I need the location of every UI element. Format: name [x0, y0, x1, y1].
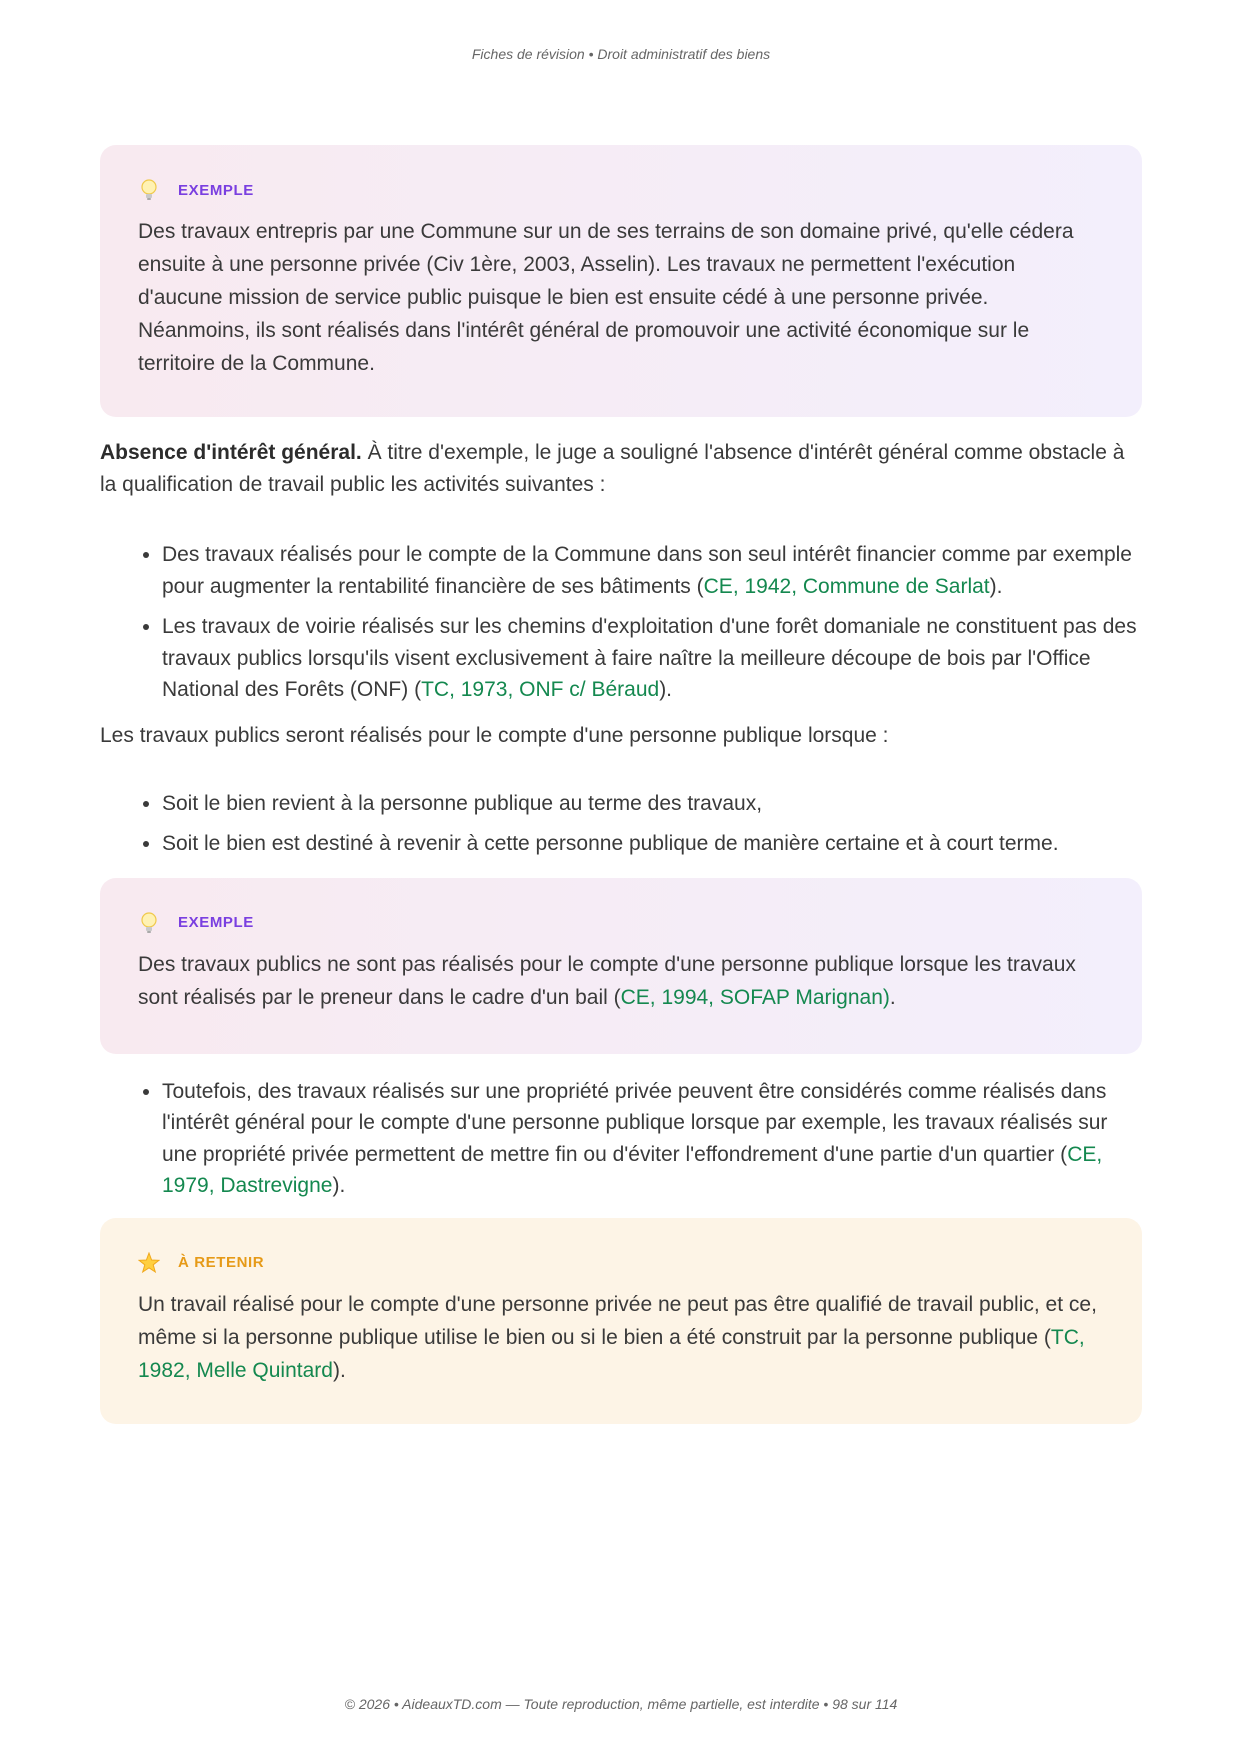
paragraph-lead: Absence d'intérêt général.	[100, 441, 362, 464]
example-callout	[100, 145, 1142, 417]
case-citation: CE, 1942, Commune de Sarlat	[703, 574, 990, 598]
callout-tag: EXEMPLE	[178, 914, 254, 931]
bullet-list	[100, 788, 1142, 860]
callout-tag: EXEMPLE	[178, 181, 254, 199]
compte-paragraph: Les travaux publics seront réalisés pour le compte d'une personne publique lorsque :	[100, 723, 889, 747]
callout-text-part: ).	[332, 1358, 346, 1382]
callout-header	[138, 1252, 1104, 1274]
callout-text-part: Un travail réalisé pour le compte d'une personne privée ne peut pas être qualifié de travail public, et ce, même si la personne publique utilise le bien ou si le bien a été construit par la personne publique (	[138, 1292, 1097, 1349]
case-citation: CE, 1994, SOFAP Marignan)	[620, 985, 890, 1009]
example-callout	[100, 878, 1142, 1054]
case-citation: CE, 1979, Dastrevigne	[162, 1142, 1103, 1197]
callout-tag: À RETENIR	[178, 1254, 265, 1271]
list-item-text: ).	[659, 678, 673, 701]
list-item: • Soit le bien est destiné à revenir à cette personne publique de manière certaine et à court terme.	[162, 828, 1142, 860]
list-item-text: Les travaux de voirie réalisés sur les chemins d'exploitation d'une forêt domaniale ne constituent pas des travaux publics lorsqu'ils visent exclusivement à faire naître la meilleure découpe de bois par l'Office National des Forêts (ONF) (	[162, 615, 1137, 701]
list-item-text: Des travaux réalisés pour le compte de la Commune dans son seul intérêt financier comme par exemple pour augmenter la rentabilité financière de ses bâtiments (	[162, 543, 1132, 598]
list-item	[162, 1076, 1142, 1202]
list-item-text: ).	[332, 1174, 346, 1197]
absence-paragraph	[100, 437, 1142, 501]
list-item-text: Toutefois, des travaux réalisés sur une propriété privée peuvent être considérés comme réalisés dans l'intérêt général pour le compte d'une personne publique lorsque par exemple, les travaux réalisés sur une propriété privée permettent de mettre fin ou d'éviter l'effondrement d'une partie d'un quartier (	[162, 1079, 1108, 1166]
list-item: • Soit le bien revient à la personne publique au terme des travaux,	[162, 788, 1142, 820]
callout-header	[138, 179, 1104, 201]
bullet-list	[100, 539, 1142, 706]
running-footer: © 2026 • AideauxTD.com — Toute reproduction, même partielle, est interdite • 98 sur 114	[344, 1696, 898, 1712]
lightbulb-icon	[138, 179, 160, 201]
list-item-text: ).	[989, 574, 1003, 598]
callout-text-part: .	[889, 985, 896, 1009]
callout-header	[138, 912, 1104, 934]
callout-text: Des travaux entrepris par une Commune sur un de ses terrains de son domaine privé, qu'elle cédera ensuite à une personne privée (Civ 1ère, 2003, Asselin). Les travaux ne permettent l'exécution d'aucune mission de service public puisque le bien est ensuite cédé à une personne privée. Néanmoins, ils sont réalisés dans l'intérêt général de promouvoir une activité économique sur le territoire de la Commune.	[138, 220, 1074, 375]
list-item	[162, 611, 1142, 706]
list-item	[162, 539, 1142, 602]
case-citation: TC, 1973, ONF c/ Béraud	[421, 678, 660, 701]
case-citation: TC, 1982, Melle Quintard	[138, 1325, 1085, 1382]
lightbulb-icon	[138, 912, 160, 934]
glowing-star-icon	[138, 1252, 160, 1274]
retain-callout	[100, 1218, 1142, 1424]
running-header: Fiches de révision • Droit administratif des biens	[471, 46, 771, 62]
paragraph-text: À titre d'exemple, le juge a souligné l'absence d'intérêt général comme obstacle à la qualification de travail public les activités suivantes :	[100, 441, 1125, 496]
bullet-list	[100, 1076, 1142, 1202]
callout-text-part: Des travaux publics ne sont pas réalisés pour le compte d'une personne publique lorsque les travaux sont réalisés par le preneur dans le cadre d'un bail (	[138, 952, 1076, 1009]
callout-text	[138, 948, 1104, 1014]
callout-text	[138, 1288, 1104, 1387]
page-content	[100, 145, 1142, 1424]
